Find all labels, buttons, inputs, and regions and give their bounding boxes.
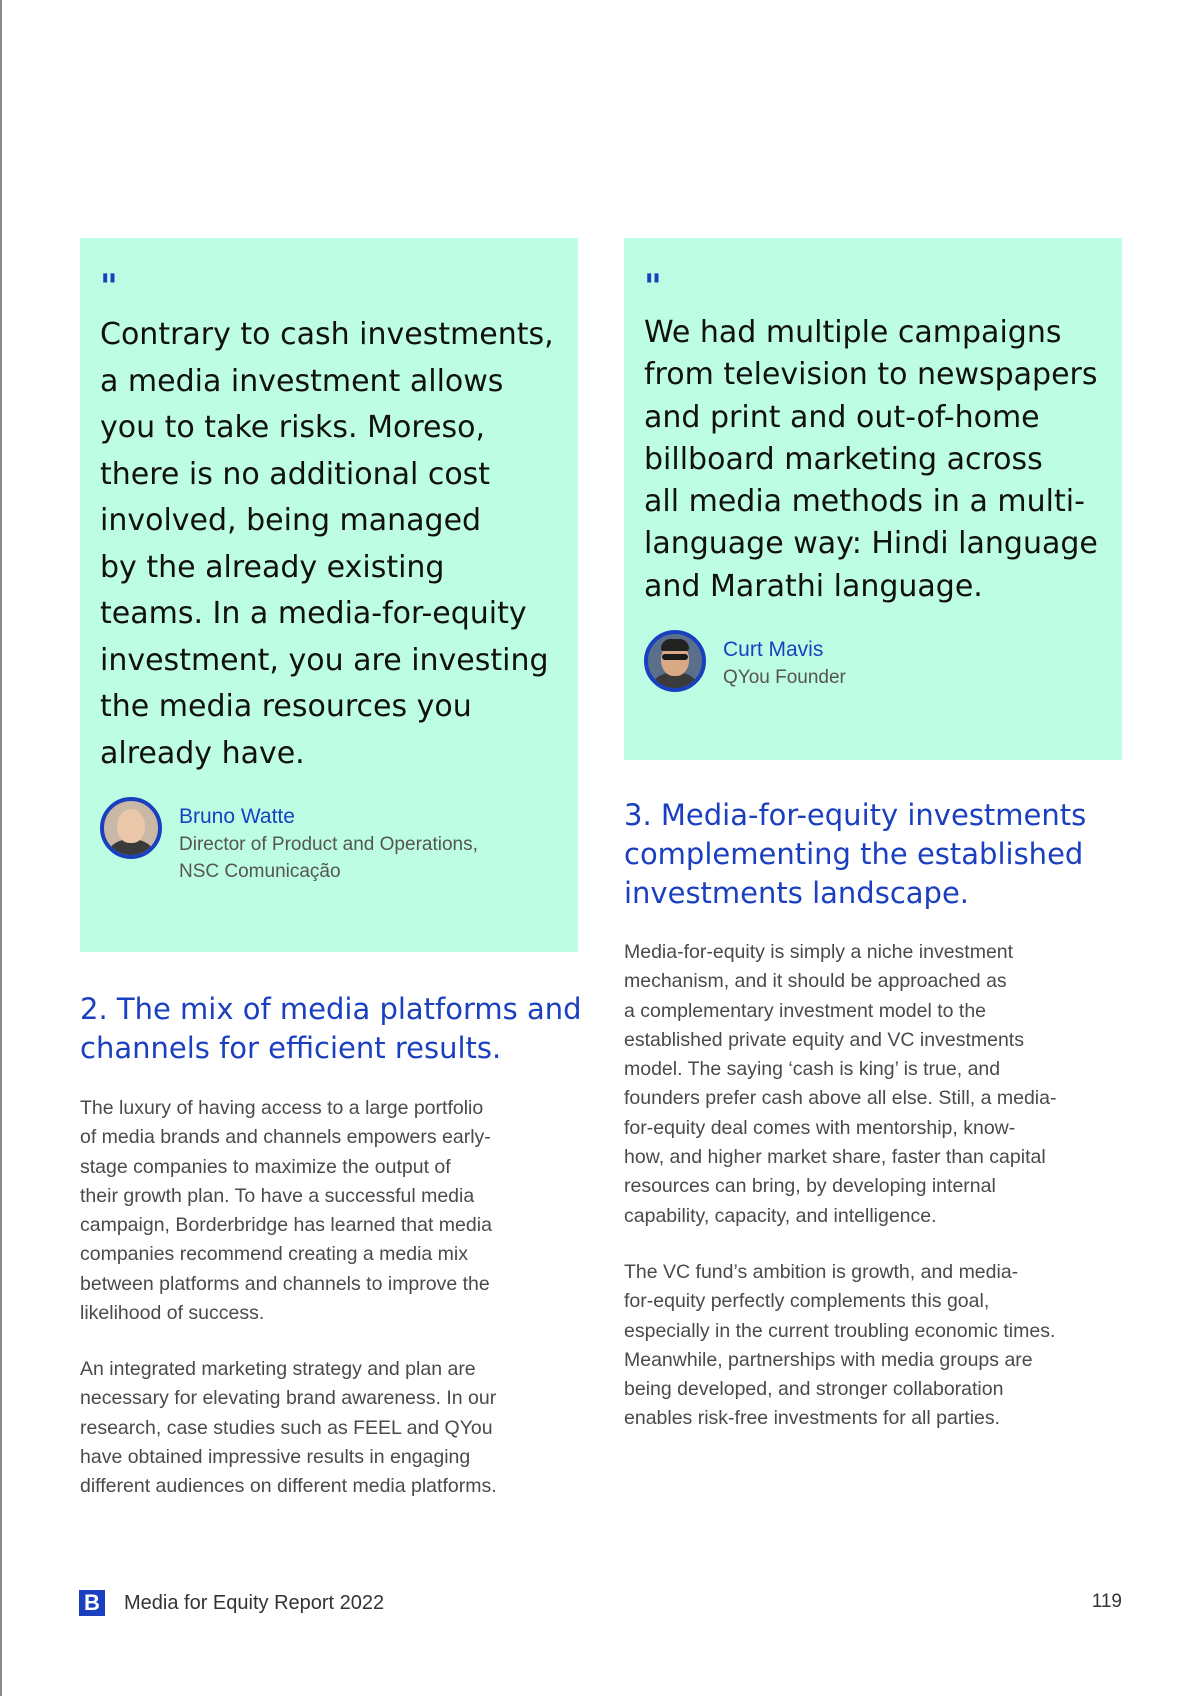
text-line: research, case studies such as FEEL and QYou [80, 1416, 493, 1439]
text-line: stage companies to maximize the output of [80, 1155, 451, 1178]
avatar [644, 630, 706, 692]
text-line: have obtained impressive results in engaging [80, 1445, 471, 1468]
quote-author [100, 797, 558, 885]
text-line: different audiences on different media platforms. [80, 1475, 497, 1498]
footer-title: Media for Equity Report 2022 [124, 1592, 385, 1614]
section-3-paragraph-1 [624, 938, 1104, 1231]
quote-line: from television to newspapers [644, 357, 1098, 393]
heading-line: 2. The mix of media platforms and [80, 992, 582, 1026]
text-line: campaign, Borderbridge has learned that media [80, 1214, 492, 1237]
quote-text [644, 312, 1102, 608]
text-line: necessary for elevating brand awareness. In our [80, 1387, 497, 1410]
text-line: for-equity perfectly complements this goal, [624, 1290, 990, 1313]
text-line: their growth plan. To have a successful media [80, 1184, 475, 1207]
quote-line: involved, being managed [100, 503, 482, 538]
author-company: NSC Comunicação [179, 861, 341, 882]
quote-line: language way: Hindi language [644, 526, 1098, 562]
section-2-paragraph-1 [80, 1094, 550, 1328]
text-line: of media brands and channels empowers early- [80, 1126, 491, 1149]
text-line: resources can bring, by developing internal [624, 1175, 996, 1198]
text-line: especially in the current troubling economic times. [624, 1319, 1056, 1342]
quote-card-bruno-watte [80, 238, 578, 952]
author-info [723, 630, 846, 691]
quote-line: Contrary to cash investments, [100, 317, 554, 352]
author-name: Bruno Watte [179, 805, 295, 828]
text-line: Media-for-equity is simply a niche investment [624, 941, 1014, 963]
page-edge [0, 0, 2, 1696]
quote-card-curt-mavis [624, 238, 1122, 760]
heading-line: investments landscape. [624, 876, 969, 910]
text-line: The VC fund’s ambition is growth, and media- [624, 1261, 1019, 1283]
quote-line: already have. [100, 735, 305, 771]
quote-line: and print and out-of-home [644, 399, 1040, 435]
page-number: 119 [1091, 1591, 1122, 1612]
section-heading-2 [80, 990, 600, 1068]
quote-text [100, 312, 558, 777]
author-role: Director of Product and Operations, [179, 834, 478, 855]
text-line: An integrated marketing strategy and plan are [80, 1358, 476, 1380]
quote-line: there is no additional cost [100, 456, 491, 492]
text-line: enables risk-free investments for all parties. [624, 1407, 1001, 1430]
quote-line: teams. In a media-for-equity [100, 596, 527, 631]
author-role: QYou Founder [723, 667, 846, 689]
quote-line: the media resources you [100, 689, 472, 724]
quote-line: you to take risks. Moreso, [100, 410, 486, 445]
quote-line: a media investment allows [100, 363, 504, 399]
text-line: likelihood of success. [80, 1302, 265, 1325]
quote-line: billboard marketing across [644, 441, 1043, 477]
section-2-paragraph-2 [80, 1355, 550, 1501]
text-line: being developed, and stronger collaboration [624, 1378, 1004, 1401]
text-line: how, and higher market share, faster than capital [624, 1146, 1046, 1169]
quote-line: and Marathi language. [644, 568, 983, 604]
text-line: mechanism, and it should be approached as [624, 970, 1007, 993]
heading-line: complementing the established [624, 837, 1084, 871]
author-info [179, 797, 478, 885]
heading-line: channels for efficient results. [80, 1031, 502, 1065]
quote-line: investment, you are investing [100, 642, 549, 678]
quote-mark-icon: " [100, 267, 118, 307]
avatar [100, 797, 162, 859]
text-line: Meanwhile, partnerships with media groups are [624, 1348, 1033, 1371]
section-3-paragraph-2 [624, 1258, 1104, 1434]
text-line: model. The saying ‘cash is king’ is true, and [624, 1058, 1001, 1081]
author-name: Curt Mavis [723, 638, 824, 662]
section-heading-3 [624, 796, 1144, 913]
quote-mark-icon: " [644, 267, 662, 307]
heading-line: 3. Media-for-equity investments [624, 798, 1087, 832]
quote-line: We had multiple campaigns [644, 315, 1062, 350]
text-line: The luxury of having access to a large portfolio [80, 1097, 484, 1119]
text-line: between platforms and channels to improve the [80, 1272, 490, 1295]
text-line: founders prefer cash above all else. Still, a media- [624, 1087, 1057, 1110]
text-line: companies recommend creating a media mix [80, 1243, 469, 1266]
quote-author [644, 630, 1102, 692]
text-line: for-equity deal comes with mentorship, know- [624, 1116, 1016, 1139]
quote-line: by the already existing [100, 549, 445, 585]
text-line: capability, capacity, and intelligence. [624, 1204, 937, 1227]
text-line: established private equity and VC investments [624, 1028, 1024, 1051]
text-line: a complementary investment model to the [624, 999, 987, 1022]
brand-logo-icon: B [79, 1590, 105, 1616]
quote-line: all media methods in a multi- [644, 484, 1085, 520]
